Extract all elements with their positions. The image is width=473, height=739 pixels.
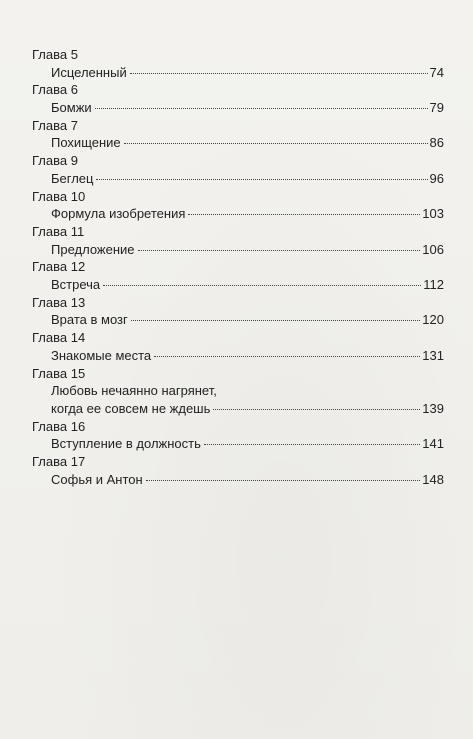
toc-entry-title: Предложение xyxy=(51,241,135,257)
dot-leader xyxy=(138,250,421,251)
chapter-heading: Глава 5 xyxy=(32,47,78,62)
toc-entry xyxy=(32,276,444,294)
toc-page-number: 141 xyxy=(422,436,444,452)
toc-entry xyxy=(32,435,444,453)
dot-leader xyxy=(103,285,421,286)
dot-leader xyxy=(188,214,420,215)
dot-leader xyxy=(213,409,420,410)
chapter-heading: Глава 6 xyxy=(32,82,78,98)
toc-entry-title: Беглец xyxy=(51,170,94,186)
dot-leader xyxy=(95,108,428,109)
toc-entry xyxy=(32,134,444,152)
chapter-heading: Глава 14 xyxy=(32,330,86,346)
toc-entry-title: Софья и Антон xyxy=(51,471,143,487)
dot-leader xyxy=(204,444,420,445)
toc-page-number: 96 xyxy=(429,170,444,186)
toc-page-number: 79 xyxy=(429,100,444,116)
chapter-heading: Глава 15 xyxy=(32,365,86,381)
toc-page-number: 139 xyxy=(422,400,444,416)
dot-leader xyxy=(96,179,427,180)
toc-entry-title: Похищение xyxy=(51,135,121,151)
toc-entry xyxy=(32,347,444,365)
chapter-heading: Глава 10 xyxy=(32,188,86,204)
toc-entry-lines xyxy=(51,382,444,417)
toc-entry xyxy=(32,99,444,117)
toc-entry-title-line1: Любовь нечаянно нагрянет, xyxy=(51,383,217,399)
toc-entry xyxy=(32,170,444,188)
toc-entry-title: Знакомые места xyxy=(51,347,152,363)
dot-leader xyxy=(154,356,420,357)
toc-entry xyxy=(32,205,444,223)
toc-page-number: 74 xyxy=(429,64,444,80)
toc-page-number: 86 xyxy=(429,135,444,151)
toc-page-number: 148 xyxy=(422,471,444,487)
toc-page-number: 112 xyxy=(423,277,444,293)
toc-entry xyxy=(32,311,444,329)
toc-entry-lastline xyxy=(51,400,444,418)
dot-leader xyxy=(124,143,428,144)
toc-page-number: 106 xyxy=(422,241,444,257)
toc-page-number: 131 xyxy=(422,347,444,363)
toc-entry-title: Формула изобретения xyxy=(51,206,186,222)
toc-entry xyxy=(32,241,444,259)
toc-entry-title: Врата в мозг xyxy=(51,312,128,328)
toc-entry-title: Встреча xyxy=(51,277,101,293)
toc-entry-title: Бомжи xyxy=(51,100,92,116)
toc-page-number: 120 xyxy=(422,312,444,328)
chapter-heading: Глава 11 xyxy=(32,223,85,239)
dot-leader xyxy=(146,480,421,481)
toc-entry xyxy=(32,64,444,82)
chapter-heading: Глава 9 xyxy=(32,153,78,169)
dot-leader xyxy=(131,320,421,321)
chapter-heading: Глава 16 xyxy=(32,418,86,434)
chapter-heading: Глава 13 xyxy=(32,294,86,310)
toc-entry-title: Исцеленный xyxy=(51,64,127,80)
toc-entry xyxy=(32,471,444,489)
chapter-heading: Глава 12 xyxy=(32,259,86,275)
chapter-heading: Глава 7 xyxy=(32,117,78,133)
chapter-heading: Глава 17 xyxy=(32,454,86,469)
dot-leader xyxy=(130,73,428,74)
toc-page-number: 103 xyxy=(422,206,444,222)
toc-entry-title: Вступление в должность xyxy=(51,436,201,452)
toc-entry-title: когда ее совсем не ждешь xyxy=(51,400,211,416)
toc-entry xyxy=(32,382,444,417)
table-of-contents xyxy=(32,46,444,488)
